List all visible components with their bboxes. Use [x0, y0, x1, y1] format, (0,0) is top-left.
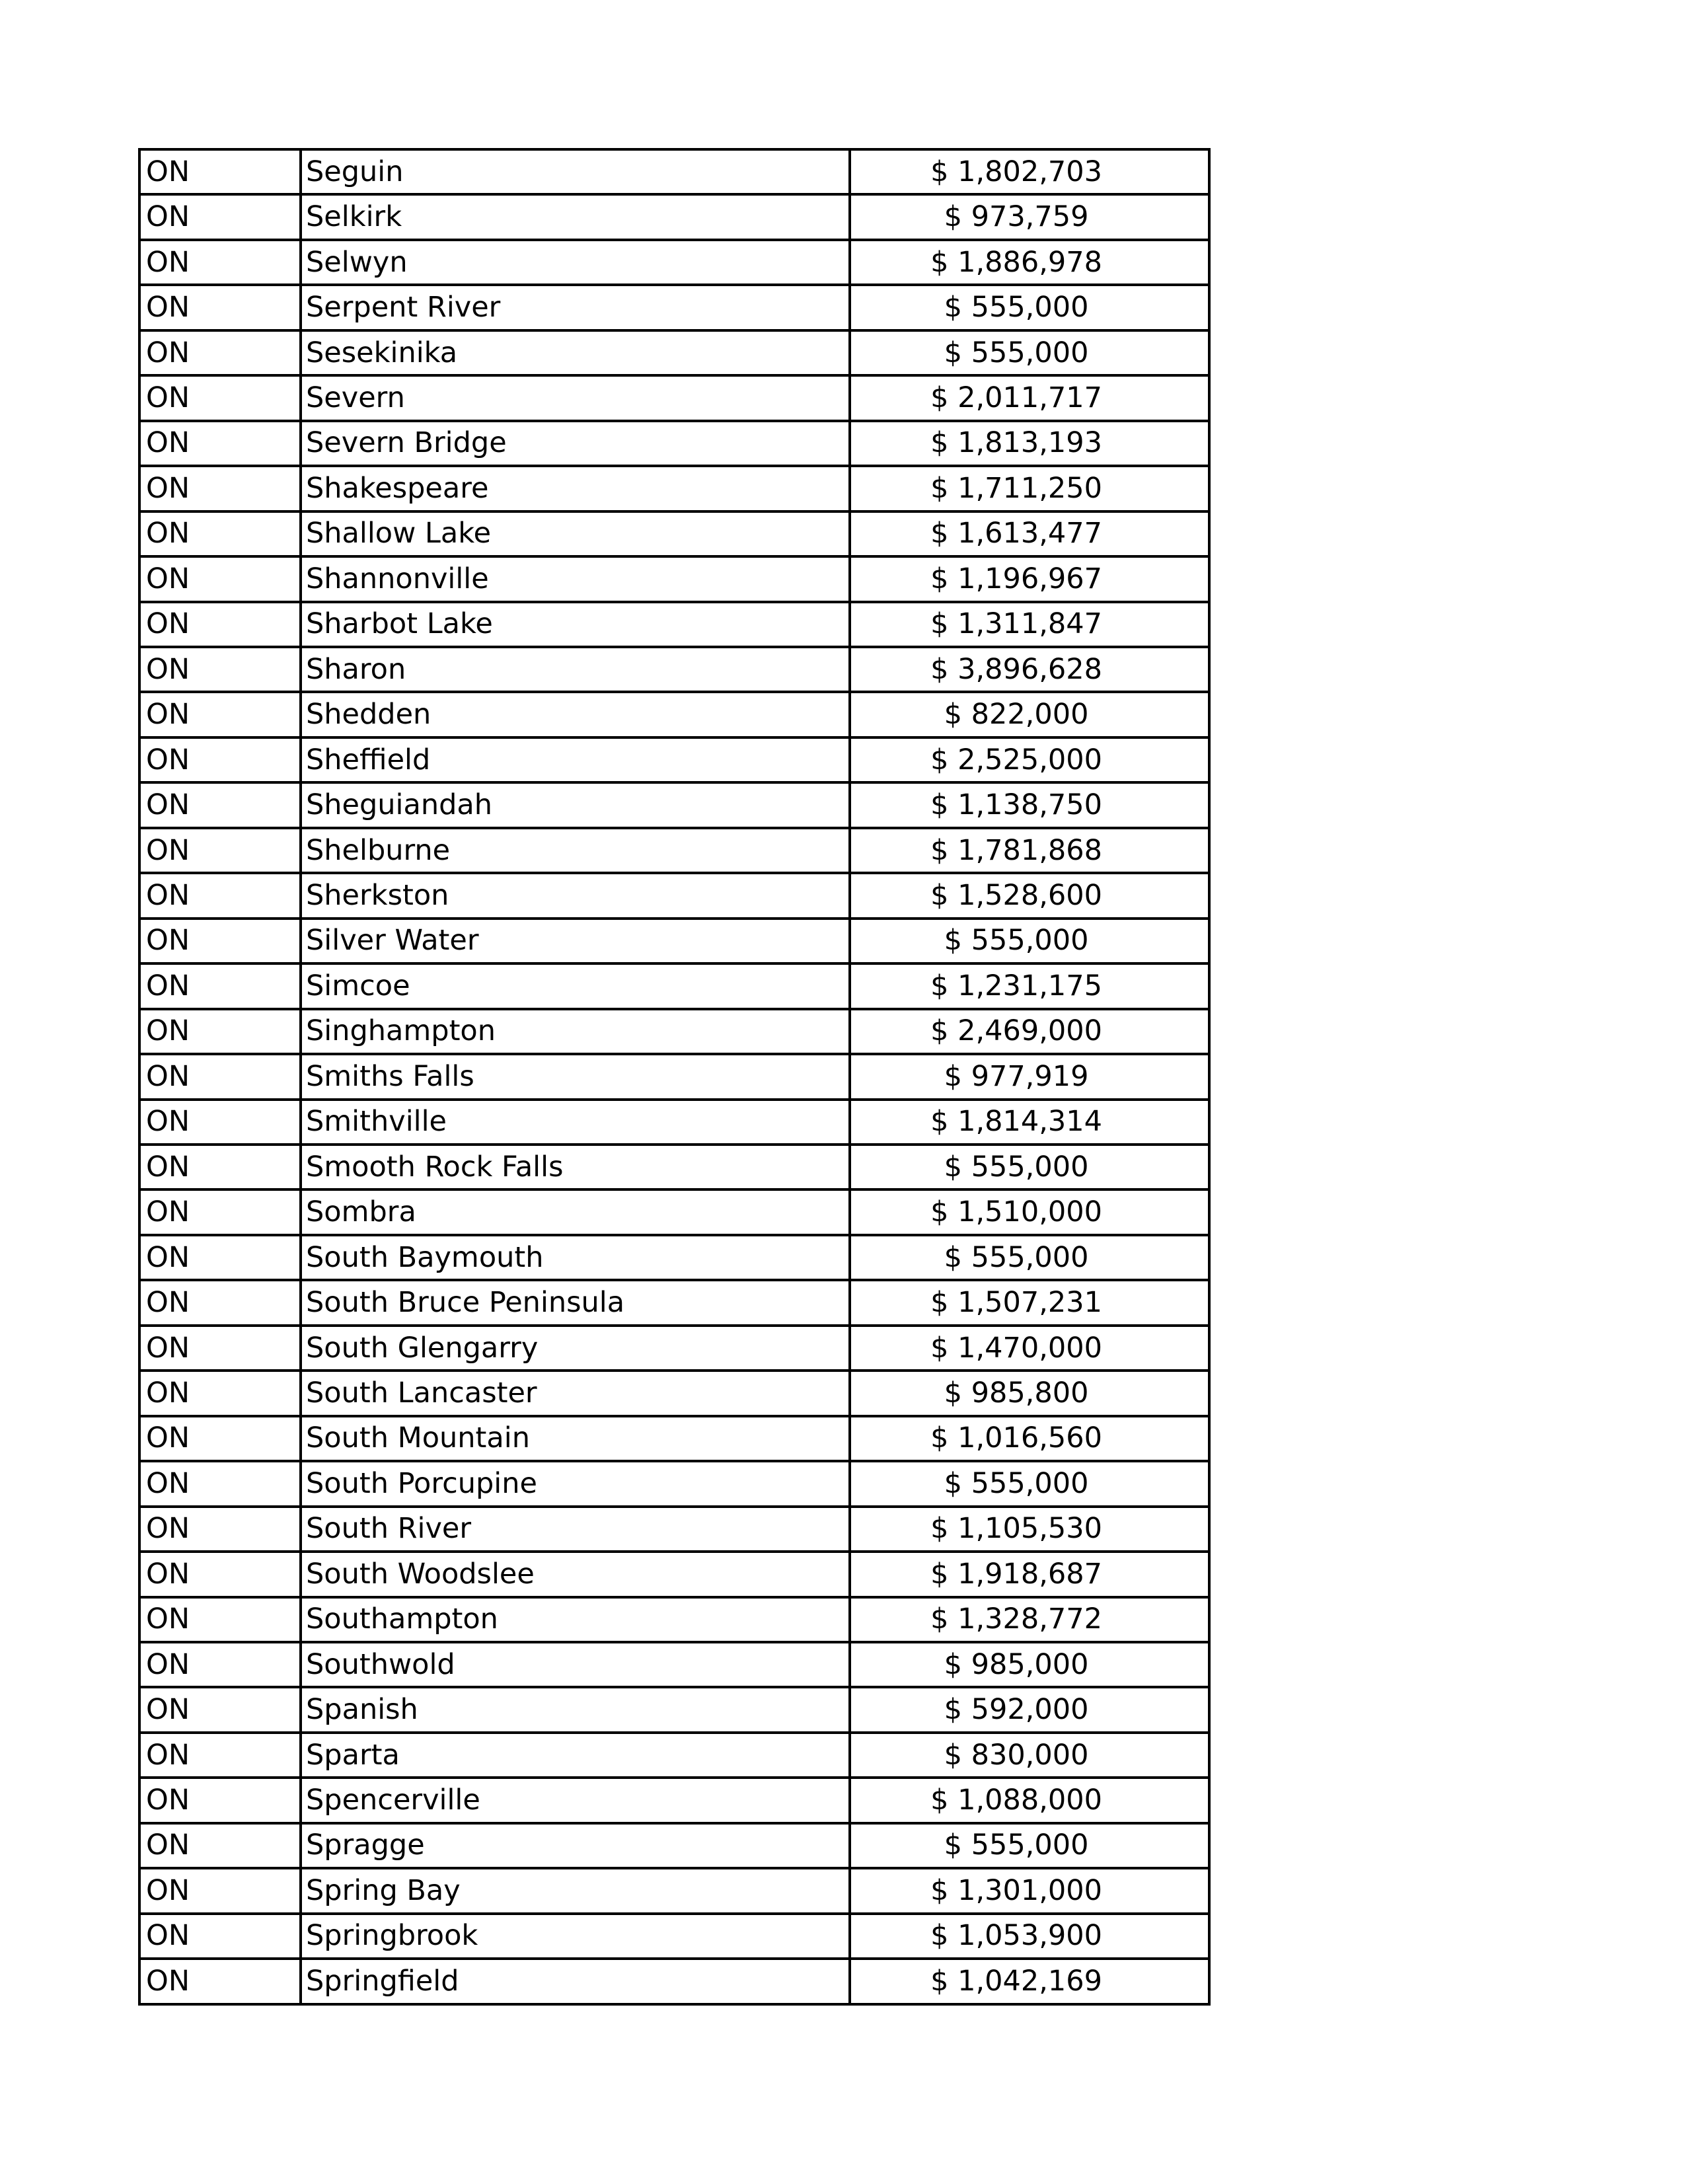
amount-cell: $ 2,525,000	[850, 737, 1209, 782]
amount-cell: $ 3,896,628	[850, 647, 1209, 692]
place-name-cell: Severn Bridge	[301, 421, 850, 466]
place-name-cell: Shedden	[301, 692, 850, 737]
table-row	[139, 1145, 1209, 1189]
place-name-cell: Shannonville	[301, 556, 850, 601]
place-name-cell: Silver Water	[301, 919, 850, 963]
province-cell: ON	[139, 963, 301, 1008]
place-name-cell: Sheffield	[301, 737, 850, 782]
province-cell: ON	[139, 285, 301, 330]
province-cell: ON	[139, 1959, 301, 2004]
amount-cell: $ 1,042,169	[850, 1959, 1209, 2004]
table-row	[139, 1100, 1209, 1145]
province-cell: ON	[139, 1823, 301, 1868]
place-name-cell: Springbrook	[301, 1914, 850, 1959]
place-name-cell: Spencerville	[301, 1778, 850, 1823]
table-row	[139, 240, 1209, 285]
amount-cell: $ 1,528,600	[850, 873, 1209, 918]
table-row	[139, 692, 1209, 737]
table-row	[139, 828, 1209, 873]
province-cell: ON	[139, 1189, 301, 1234]
place-name-cell: Severn	[301, 375, 850, 420]
amount-cell: $ 555,000	[850, 1823, 1209, 1868]
amount-cell: $ 592,000	[850, 1687, 1209, 1732]
place-name-cell: Sheguiandah	[301, 782, 850, 827]
amount-cell: $ 985,000	[850, 1642, 1209, 1687]
table-row	[139, 466, 1209, 511]
amount-cell: $ 1,510,000	[850, 1189, 1209, 1234]
province-cell: ON	[139, 1054, 301, 1099]
table-row	[139, 556, 1209, 601]
province-cell: ON	[139, 1326, 301, 1371]
table-row	[139, 873, 1209, 918]
province-cell: ON	[139, 1235, 301, 1280]
province-cell: ON	[139, 602, 301, 647]
amount-cell: $ 1,196,967	[850, 556, 1209, 601]
province-cell: ON	[139, 737, 301, 782]
table-row	[139, 194, 1209, 239]
place-name-cell: Southampton	[301, 1597, 850, 1642]
table-row	[139, 1868, 1209, 1913]
place-name-cell: Smiths Falls	[301, 1054, 850, 1099]
province-cell: ON	[139, 782, 301, 827]
place-name-cell: Serpent River	[301, 285, 850, 330]
province-cell: ON	[139, 919, 301, 963]
place-name-cell: Springfield	[301, 1959, 850, 2004]
table-row	[139, 1959, 1209, 2004]
table-row	[139, 1461, 1209, 1506]
province-cell: ON	[139, 1687, 301, 1732]
table-row	[139, 1733, 1209, 1778]
table-row	[139, 602, 1209, 647]
table-row	[139, 421, 1209, 466]
table-row	[139, 1326, 1209, 1371]
place-name-cell: Sharbot Lake	[301, 602, 850, 647]
place-name-cell: South Glengarry	[301, 1326, 850, 1371]
place-name-cell: Simcoe	[301, 963, 850, 1008]
place-name-cell: Sherkston	[301, 873, 850, 918]
place-name-cell: South Baymouth	[301, 1235, 850, 1280]
table-row	[139, 963, 1209, 1008]
table-row	[139, 1507, 1209, 1552]
amount-cell: $ 822,000	[850, 692, 1209, 737]
amount-cell: $ 1,613,477	[850, 511, 1209, 556]
amount-cell: $ 1,088,000	[850, 1778, 1209, 1823]
place-name-cell: South Mountain	[301, 1416, 850, 1461]
amount-cell: $ 1,311,847	[850, 602, 1209, 647]
table-row	[139, 1054, 1209, 1099]
province-cell: ON	[139, 1280, 301, 1325]
province-cell: ON	[139, 1868, 301, 1913]
amount-cell: $ 1,813,193	[850, 421, 1209, 466]
amount-cell: $ 1,016,560	[850, 1416, 1209, 1461]
amount-cell: $ 2,469,000	[850, 1009, 1209, 1054]
amount-cell: $ 977,919	[850, 1054, 1209, 1099]
table-row	[139, 1371, 1209, 1415]
place-name-cell: Singhampton	[301, 1009, 850, 1054]
table-body	[139, 149, 1209, 2004]
amount-cell: $ 973,759	[850, 194, 1209, 239]
table-row	[139, 1416, 1209, 1461]
province-cell: ON	[139, 149, 301, 194]
table-row	[139, 330, 1209, 375]
amount-cell: $ 985,800	[850, 1371, 1209, 1415]
table-row	[139, 1235, 1209, 1280]
province-cell: ON	[139, 466, 301, 511]
amount-cell: $ 1,507,231	[850, 1280, 1209, 1325]
amount-cell: $ 1,781,868	[850, 828, 1209, 873]
table-row	[139, 647, 1209, 692]
province-cell: ON	[139, 1778, 301, 1823]
data-table	[138, 148, 1211, 2006]
table-row	[139, 1687, 1209, 1732]
province-cell: ON	[139, 647, 301, 692]
place-name-cell: South Lancaster	[301, 1371, 850, 1415]
table-row	[139, 1280, 1209, 1325]
table-row	[139, 1778, 1209, 1823]
amount-cell: $ 1,814,314	[850, 1100, 1209, 1145]
province-cell: ON	[139, 556, 301, 601]
province-cell: ON	[139, 194, 301, 239]
place-name-cell: South Woodslee	[301, 1552, 850, 1597]
table-row	[139, 1823, 1209, 1868]
place-name-cell: Selwyn	[301, 240, 850, 285]
province-cell: ON	[139, 1461, 301, 1506]
place-name-cell: South Porcupine	[301, 1461, 850, 1506]
amount-cell: $ 1,301,000	[850, 1868, 1209, 1913]
table-row	[139, 1189, 1209, 1234]
place-name-cell: Smooth Rock Falls	[301, 1145, 850, 1189]
amount-cell: $ 830,000	[850, 1733, 1209, 1778]
table-row	[139, 737, 1209, 782]
province-cell: ON	[139, 1642, 301, 1687]
amount-cell: $ 1,711,250	[850, 466, 1209, 511]
place-name-cell: Spragge	[301, 1823, 850, 1868]
place-name-cell: Shakespeare	[301, 466, 850, 511]
province-cell: ON	[139, 1507, 301, 1552]
place-name-cell: Spanish	[301, 1687, 850, 1732]
province-cell: ON	[139, 1914, 301, 1959]
province-cell: ON	[139, 1100, 301, 1145]
place-name-cell: Smithville	[301, 1100, 850, 1145]
province-cell: ON	[139, 1145, 301, 1189]
amount-cell: $ 1,231,175	[850, 963, 1209, 1008]
table-row	[139, 1914, 1209, 1959]
amount-cell: $ 1,138,750	[850, 782, 1209, 827]
amount-cell: $ 555,000	[850, 285, 1209, 330]
province-cell: ON	[139, 511, 301, 556]
province-cell: ON	[139, 375, 301, 420]
province-cell: ON	[139, 1416, 301, 1461]
table-row	[139, 782, 1209, 827]
province-cell: ON	[139, 692, 301, 737]
amount-cell: $ 1,802,703	[850, 149, 1209, 194]
table-row	[139, 511, 1209, 556]
place-name-cell: Sharon	[301, 647, 850, 692]
province-cell: ON	[139, 828, 301, 873]
table-row	[139, 919, 1209, 963]
amount-cell: $ 555,000	[850, 1235, 1209, 1280]
table-row	[139, 1552, 1209, 1597]
place-name-cell: Southwold	[301, 1642, 850, 1687]
amount-cell: $ 555,000	[850, 1145, 1209, 1189]
amount-cell: $ 1,886,978	[850, 240, 1209, 285]
place-name-cell: South Bruce Peninsula	[301, 1280, 850, 1325]
province-cell: ON	[139, 330, 301, 375]
table-row	[139, 149, 1209, 194]
amount-cell: $ 1,328,772	[850, 1597, 1209, 1642]
table-row	[139, 1009, 1209, 1054]
province-cell: ON	[139, 421, 301, 466]
province-cell: ON	[139, 1597, 301, 1642]
amount-cell: $ 555,000	[850, 330, 1209, 375]
place-name-cell: Sparta	[301, 1733, 850, 1778]
place-name-cell: Shelburne	[301, 828, 850, 873]
amount-cell: $ 1,918,687	[850, 1552, 1209, 1597]
place-name-cell: South River	[301, 1507, 850, 1552]
amount-cell: $ 1,470,000	[850, 1326, 1209, 1371]
province-cell: ON	[139, 1552, 301, 1597]
province-cell: ON	[139, 1733, 301, 1778]
table-row	[139, 285, 1209, 330]
place-name-cell: Seguin	[301, 149, 850, 194]
table-row	[139, 1597, 1209, 1642]
amount-cell: $ 1,053,900	[850, 1914, 1209, 1959]
table-row	[139, 375, 1209, 420]
amount-cell: $ 555,000	[850, 1461, 1209, 1506]
place-name-cell: Sombra	[301, 1189, 850, 1234]
province-cell: ON	[139, 1371, 301, 1415]
amount-cell: $ 555,000	[850, 919, 1209, 963]
amount-cell: $ 1,105,530	[850, 1507, 1209, 1552]
amount-cell: $ 2,011,717	[850, 375, 1209, 420]
province-cell: ON	[139, 873, 301, 918]
place-name-cell: Spring Bay	[301, 1868, 850, 1913]
place-name-cell: Selkirk	[301, 194, 850, 239]
place-name-cell: Sesekinika	[301, 330, 850, 375]
table-row	[139, 1642, 1209, 1687]
province-cell: ON	[139, 240, 301, 285]
place-name-cell: Shallow Lake	[301, 511, 850, 556]
province-cell: ON	[139, 1009, 301, 1054]
